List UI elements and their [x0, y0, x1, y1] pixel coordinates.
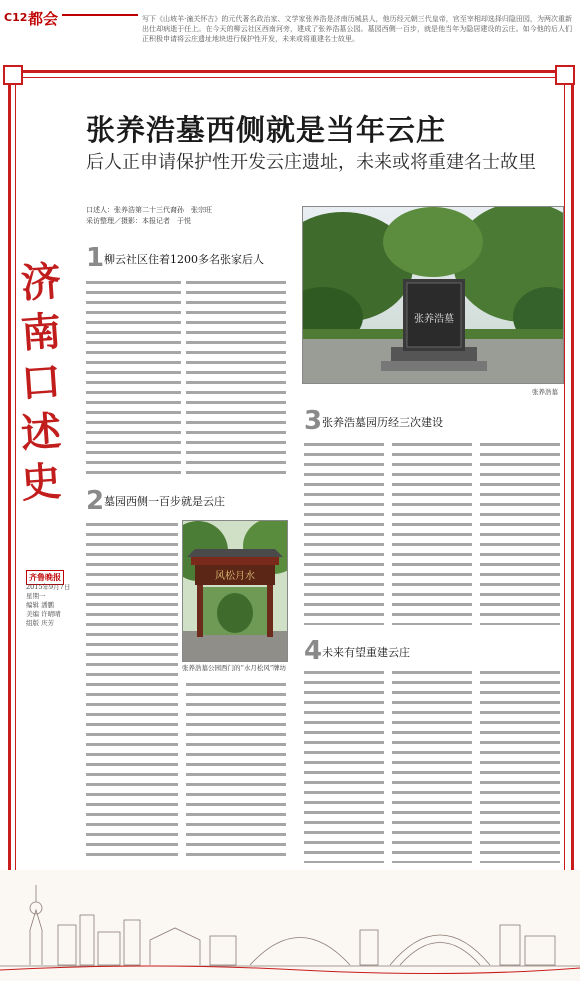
section-title: 未来有望重建云庄 — [322, 646, 410, 659]
meta-designer: 美编 许晴晴 — [26, 610, 61, 618]
article-text-column — [392, 668, 472, 863]
edition-meta — [26, 583, 70, 628]
article-text-column — [304, 668, 384, 863]
subheadline: 后人正申请保护性开发云庄遗址，未来或将重建名士故里 — [86, 152, 536, 173]
section-number: 4 — [304, 636, 323, 666]
byline — [86, 205, 212, 227]
calligraphy-char: 南 — [19, 307, 63, 358]
article-intro: 写下《山坡羊·潼关怀古》的元代著名政治家、文学家张养浩是济南历城县人，他历经元朝三代皇帝，官至宰相却选择归隐田园，为两次重新出仕却病逝于任上。在今天的柳云社区西南河旁，建成了张养浩墓公园。墓园西侧一百步，就是他当年为隐居建设的云庄。如今他的后人们正积极申请将云庄遗址地块进行保护性开发，未来或将重建名士故里。 — [142, 15, 572, 43]
article-text-column — [86, 520, 178, 860]
meta-date: 2015年9月7日 — [26, 583, 71, 591]
frame-corner-ornament — [555, 65, 575, 85]
gate-plaque-text: 风松月水 — [215, 571, 255, 582]
section-number: 1 — [86, 243, 105, 273]
frame-corner-ornament — [3, 65, 23, 85]
section-title: 墓园西侧一百步就是云庄 — [104, 495, 225, 508]
city-skyline-illustration — [0, 870, 580, 981]
byline-reporter: 采访整理／摄影：本报记者 于悦 — [86, 217, 191, 225]
calligraphy-char: 口 — [19, 357, 63, 408]
page-code: C12 — [4, 11, 28, 24]
article-text-column — [480, 440, 560, 625]
headline: 张养浩墓西侧就是当年云庄 — [86, 113, 447, 147]
article-text-column — [86, 278, 181, 478]
meta-weekday: 星期一 — [26, 592, 46, 600]
gate-photo-caption: 张养浩墓公园西门的“水月松风”牌坊 — [182, 664, 287, 672]
section-name: 都会 — [28, 10, 59, 28]
byline-narrator: 口述人：张养浩第二十三代裔孙 张宗旺 — [86, 206, 212, 214]
meta-editor: 编辑 潘鹏 — [26, 601, 55, 609]
article-text-column — [304, 440, 384, 625]
calligraphy-char: 史 — [19, 457, 63, 508]
meta-layout: 组版 庆芳 — [26, 619, 55, 627]
tomb-photo-caption: 张养浩墓 — [532, 388, 558, 396]
section-number: 3 — [304, 406, 323, 436]
memorial-gate-photo — [182, 520, 288, 662]
article-text-column — [480, 668, 560, 863]
section-title: 柳云社区住着1200多名张家后人 — [104, 253, 264, 266]
header-rule — [62, 14, 138, 16]
tomb-photo — [302, 206, 564, 384]
article-text-column — [392, 440, 472, 625]
page-header — [0, 0, 580, 43]
calligraphy-char: 济 — [19, 257, 63, 308]
newspaper-brand: 齐鲁晚报 — [26, 570, 64, 585]
column-calligraphy-title — [20, 258, 62, 508]
article-text-column — [186, 680, 286, 860]
section-number: 2 — [86, 486, 105, 516]
calligraphy-char: 述 — [19, 407, 63, 458]
tomb-stone-inscription: 张养浩墓 — [414, 314, 454, 325]
article-text-column — [186, 278, 286, 478]
section-title: 张养浩墓园历经三次建设 — [322, 416, 443, 429]
